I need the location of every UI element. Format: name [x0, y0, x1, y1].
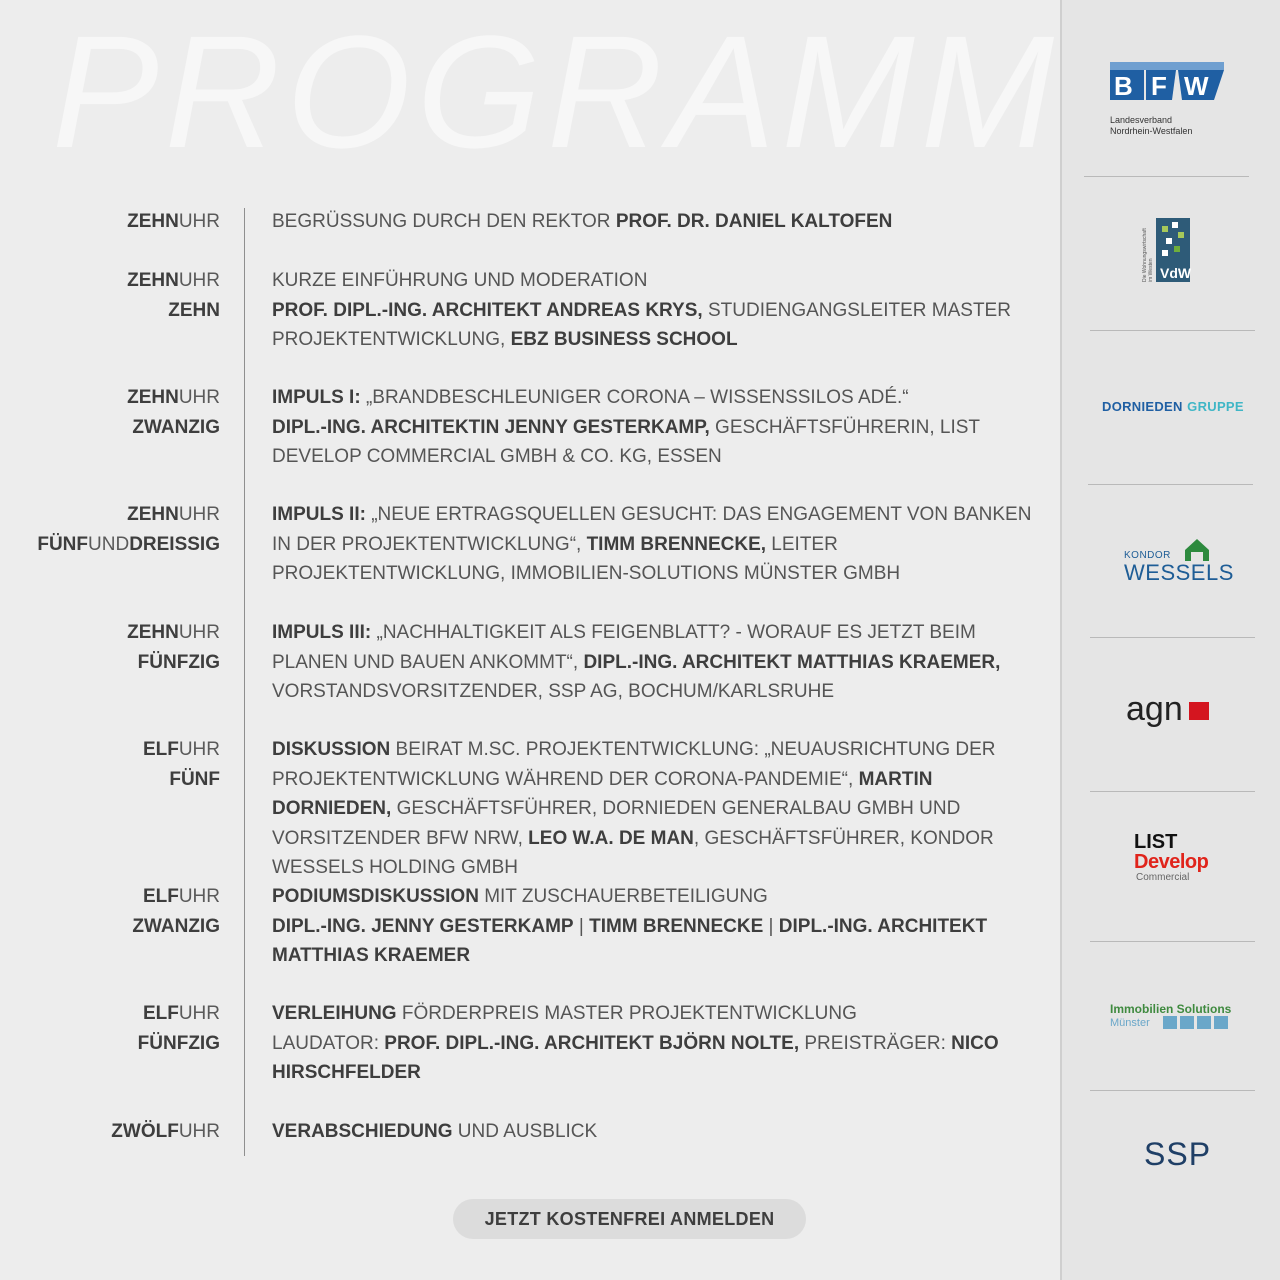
immobilien-solutions-logo[interactable] — [1110, 1002, 1231, 1029]
entry-description: VERABSCHIEDUNG UND AUSBLICK — [272, 1121, 598, 1142]
kondor-wessels-logo[interactable] — [1124, 538, 1234, 584]
house-icon — [1184, 538, 1210, 562]
vdw-vertical-2: im Westen — [1148, 258, 1154, 282]
agn-square-icon — [1189, 702, 1209, 720]
entry-description: IMPULS III: „NACHHALTIGKEIT ALS FEIGENBLATT? - WORAUF ES JETZT BEIM PLANEN UND BAUEN ANKOMMT“, DIPL.-ING. ARCHITEKT MATTHIAS KRAEMER, VORSTANDSVORSITZENDER, SSP AG, BOCHUM/KARLSRUHE — [272, 622, 1001, 702]
vdw-vertical-1: Die Wohnungswirtschaft — [1142, 228, 1148, 282]
logo-divider — [1090, 1090, 1255, 1091]
logo-divider — [1088, 484, 1253, 485]
immo-tile-icon — [1197, 1016, 1211, 1029]
bfw-sub-1: Landesverband — [1110, 115, 1173, 125]
entry-time: ZEHNUHR — [127, 211, 220, 232]
entry-time: ZEHNUHR ZEHN — [127, 270, 220, 321]
list-develop-logo[interactable] — [1134, 832, 1208, 883]
vdw-logo-mark — [1138, 216, 1194, 284]
svg-text:B: B — [1114, 71, 1133, 101]
entry-time: ZEHNUHR FÜNFZIG — [127, 622, 220, 673]
immo-label: Immobilien Solutions — [1110, 1002, 1232, 1016]
entry-time: ZEHNUHR FÜNFUNDDREISSIG — [37, 504, 220, 555]
wessels-label: WESSELS — [1124, 560, 1234, 585]
register-button[interactable]: JETZT KOSTENFREI ANMELDEN — [453, 1199, 806, 1239]
entry-time: ELFUHR FÜNFZIG — [137, 1003, 220, 1054]
agn-label: agn — [1126, 690, 1183, 728]
timeline-divider — [244, 208, 245, 1156]
immo-tile-icon — [1163, 1016, 1177, 1029]
commercial-label: Commercial — [1136, 872, 1190, 883]
bfw-logo-mark — [1110, 62, 1224, 102]
page-title: PROGRAMM — [52, 2, 1060, 181]
logo-divider — [1090, 791, 1255, 792]
bfw-logo[interactable] — [1110, 62, 1224, 137]
dornieden-part-2: GRUPPE — [1187, 399, 1244, 414]
entry-time: ZEHNUHR ZWANZIG — [127, 387, 220, 438]
develop-label: Develop — [1134, 851, 1209, 873]
ssp-logo[interactable] — [1144, 1136, 1211, 1173]
entry-description: IMPULS I: „BRANDBESCHLEUNIGER CORONA – WISSENSSILOS ADÉ.“ DIPL.-ING. ARCHITEKTIN JENNY GESTERKAMP, GESCHÄFTSFÜHRERIN, LIST DEVELOP COMMERCIAL GMBH & CO. KG, ESSEN — [272, 387, 980, 467]
immo-tile-icon — [1180, 1016, 1194, 1029]
entry-description: DISKUSSION BEIRAT M.SC. PROJEKTENTWICKLUNG: „NEUAUSRICHTUNG DER PROJEKTENTWICKLUNG WÄHREND DER CORONA-PANDEMIE“, MARTIN DORNIEDEN, GESCHÄFTSFÜHRER, DORNIEDEN GENERALBAU GMBH UND VORSITZENDER BFW NRW, LEO W.A. DE MAN, GESCHÄFTSFÜHRER, KONDOR WESSELS HOLDING GMBH — [272, 739, 996, 878]
entry-time: ZWÖLFUHR — [111, 1121, 220, 1142]
logo-divider — [1090, 637, 1255, 638]
immo-tile-icon — [1214, 1016, 1228, 1029]
entry-description: KURZE EINFÜHRUNG UND MODERATION PROF. DIPL.-ING. ARCHITEKT ANDREAS KRYS, STUDIENGANGSLEITER MASTER PROJEKTENTWICKLUNG, EBZ BUSINESS SCHOOL — [272, 270, 1011, 350]
immo-city: Münster — [1110, 1016, 1150, 1029]
svg-text:F: F — [1151, 71, 1167, 101]
bfw-sub-2: Nordrhein-Westfalen — [1110, 126, 1193, 136]
agn-logo[interactable] — [1126, 690, 1209, 729]
entry-time: ELFUHR ZWANZIG — [132, 886, 220, 937]
entry-description: VERLEIHUNG FÖRDERPREIS MASTER PROJEKTENTWICKLUNG LAUDATOR: PROF. DIPL.-ING. ARCHITEKT BJÖRN NOLTE, PREISTRÄGER: NICO HIRSCHFELDER — [272, 1003, 999, 1083]
svg-text:W: W — [1184, 71, 1209, 101]
logo-divider — [1084, 176, 1249, 177]
entry-description: BEGRÜSSUNG DURCH DEN REKTOR PROF. DR. DANIEL KALTOFEN — [272, 211, 893, 232]
dornieden-part-1: DORNIEDEN — [1102, 399, 1183, 414]
vdw-logo[interactable] — [1138, 216, 1194, 289]
list-label: LIST — [1134, 831, 1178, 853]
entry-time: ELFUHR FÜNF — [142, 739, 220, 790]
sponsor-sidebar — [1060, 0, 1280, 1280]
ssp-label: SSP — [1144, 1136, 1212, 1172]
logo-divider — [1090, 941, 1255, 942]
entry-description: PODIUMSDISKUSSION MIT ZUSCHAUERBETEILIGUNG DIPL.-ING. JENNY GESTERKAMP | TIMM BRENNECKE | DIPL.-ING. ARCHITEKT MATTHIAS KRAEMER — [272, 886, 988, 966]
entry-description: IMPULS II: „NEUE ERTRAGSQUELLEN GESUCHT: DAS ENGAGEMENT VON BANKEN IN DER PROJEKTENTWICKLUNG“, TIMM BRENNECKE, LEITER PROJEKTENTWICKLUNG, IMMOBILIEN-SOLUTIONS MÜNSTER GMBH — [272, 504, 1032, 584]
logo-divider — [1090, 330, 1255, 331]
kondor-label: KONDOR — [1124, 550, 1171, 561]
dornieden-logo[interactable] — [1102, 398, 1244, 416]
vdw-label: VdW — [1160, 265, 1192, 281]
